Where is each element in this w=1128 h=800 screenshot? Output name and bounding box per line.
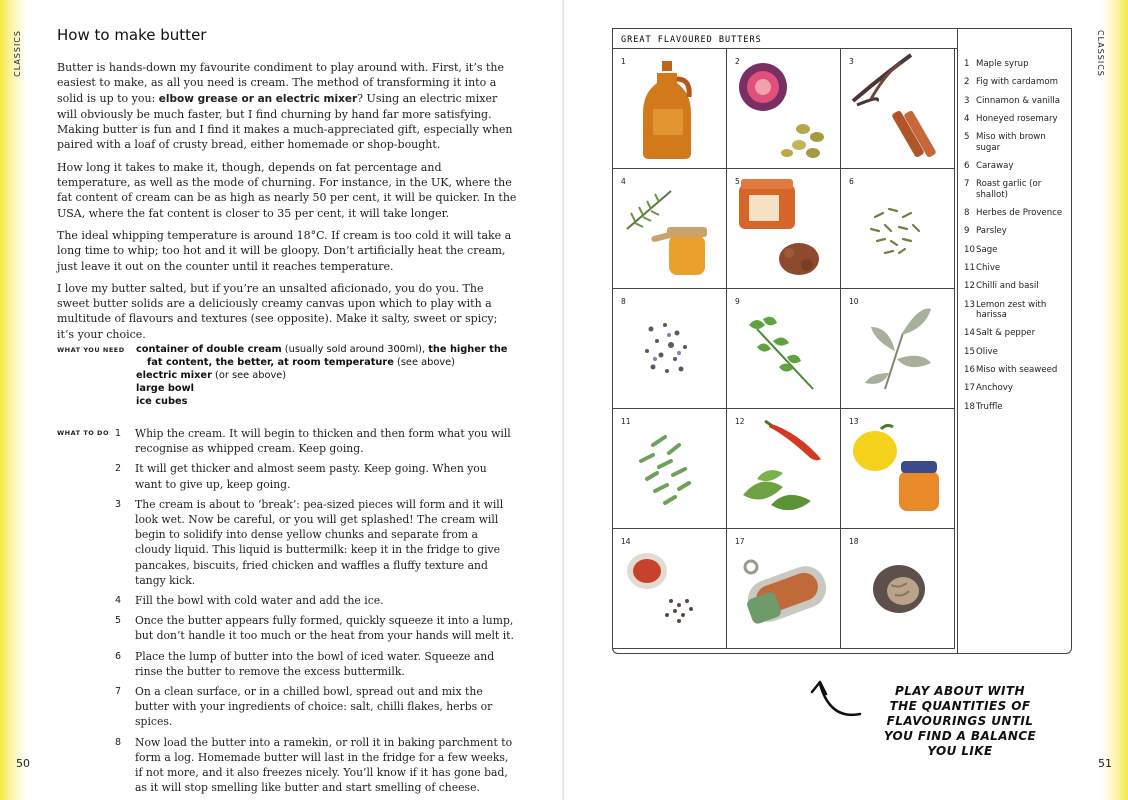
flavour-list-item: 2 Fig with cardamom bbox=[964, 77, 1058, 88]
flavour-cell: 10 bbox=[841, 289, 955, 409]
flavour-cell: 1 bbox=[613, 49, 727, 169]
intro-text bbox=[57, 60, 517, 349]
flavour-list-item: 4 Honeyed rosemary bbox=[964, 113, 1058, 124]
curved-arrow-icon bbox=[808, 674, 868, 724]
flavour-list-item: 12Chilli and basil bbox=[964, 281, 1039, 292]
flavour-cell: 9 bbox=[727, 289, 841, 409]
flavour-list-item: 18Truffle bbox=[964, 401, 1003, 412]
method-steps bbox=[57, 426, 517, 795]
flavour-cell: 4 bbox=[613, 169, 727, 289]
intro-paragraph-3: The ideal whipping temperature is around 18°C. If cream is too cold it will take a long time to whip; too hot and it will be gloopy. Don’t artificially heat the cream, just leave it out on the counter until it reaches temperature. bbox=[57, 228, 512, 273]
fig-cardamom-icon bbox=[727, 49, 841, 169]
flavour-cell: 12 bbox=[727, 409, 841, 529]
lemon-harissa-icon bbox=[841, 409, 955, 529]
herbes-de-provence-icon bbox=[613, 289, 727, 409]
flavour-list-item: 15Olive bbox=[964, 346, 998, 357]
maple-syrup-bottle-icon bbox=[613, 49, 727, 169]
step-item: 3 The cream is about to ‘break’: pea-sized pieces will form and it will look wet. Now be careful, or you will get splashed! The cream will begin to solidify into dense yellow chunks and separate from a cloudy liquid. This liquid is buttermilk: keep it in the fridge to give pancakes, biscuits, fried chicken and waffles a fluffy texture and tangy kick. bbox=[115, 497, 504, 587]
step-item: 1 Whip the cream. It will begin to thicken and then form what you will recognise as whipped cream. Keep going. bbox=[115, 427, 511, 456]
step-item: 5 Once the butter appears fully formed, quickly squeeze it into a lump, but don’t handle it too much or the heat from your hands will melt it. bbox=[115, 614, 514, 643]
ingredient-item: electric mixer (or see above) bbox=[136, 370, 287, 381]
step-item: 7 On a clean surface, or in a chilled bowl, spread out and mix the butter with your ingredients of choice: salt, chilli flakes, herbs or spices. bbox=[115, 685, 493, 729]
flavour-cell: 18 bbox=[841, 529, 955, 649]
ingredient-item: large bowl bbox=[136, 383, 195, 394]
flavour-cell: 5 bbox=[727, 169, 841, 289]
what-to-do-label: WHAT TO DO bbox=[57, 429, 109, 437]
chilli-basil-icon bbox=[727, 409, 841, 529]
flavour-list-item: 1 Maple syrup bbox=[964, 59, 1029, 69]
step-item: 4 Fill the bowl with cold water and add the ice. bbox=[115, 594, 384, 608]
flavour-cell: 13 bbox=[841, 409, 955, 529]
sage-icon bbox=[841, 289, 955, 409]
flavour-list-item: 7 Roast garlic (or shallot) bbox=[964, 179, 1042, 200]
step-item: 2 It will get thicker and almost seem pasty. Keep going. When you want to give up, keep going. bbox=[115, 462, 487, 491]
ingredient-item: container of double cream (usually sold around 300ml), the higher the fat content, the better, at room temperature (see above) bbox=[136, 344, 508, 368]
what-you-need-label: WHAT YOU NEED bbox=[57, 346, 125, 354]
caraway-seeds-icon bbox=[841, 169, 955, 289]
ingredient-item: ice cubes bbox=[136, 396, 188, 407]
flavoured-butters-panel bbox=[612, 28, 1072, 654]
what-to-do-section bbox=[57, 426, 517, 800]
handwritten-note: PLAY ABOUT WITH THE QUANTITIES OF FLAVOURINGS UNTIL YOU FIND A BALANCE YOU LIKE bbox=[883, 684, 1037, 758]
chive-icon bbox=[613, 409, 727, 529]
section-label-left: CLASSICS bbox=[13, 30, 22, 77]
intro-paragraph-4: I love my butter salted, but if you’re an unsalted aficionado, you do you. The sweet butter solids are a deliciously creamy canvas upon which to play with a multitude of flavours and textures (see opposite). Make it salty, sweet or spicy; it’s your choice. bbox=[57, 281, 498, 341]
panel-title: GREAT FLAVOURED BUTTERS bbox=[613, 29, 957, 49]
flavour-list-item: 13Lemon zest with harissa bbox=[964, 299, 1047, 321]
flavour-cell: 11 bbox=[613, 409, 727, 529]
anchovy-tin-icon bbox=[727, 529, 841, 649]
flavour-list-item: 8 Herbes de Provence bbox=[964, 208, 1063, 219]
rosemary-honey-icon bbox=[613, 169, 727, 289]
flavour-list-item: 11Chive bbox=[964, 262, 1001, 273]
intro-paragraph-1: Butter is hands-down my favourite condiment to play around with. First, it’s the easiest to make, as all you need is cream. The method of transforming it into a solid is up to you: elbow grease or an electric mixer? Using an electric mixer will obviously be much faster, but I find churning by hand far more satisfying. Making butter is fun and I find it makes a much-appreciated gift, especially when paired with a loaf of crusty bread, either homemade or shop-bought. bbox=[57, 61, 513, 152]
flavour-list-item: 17Anchovy bbox=[964, 383, 1013, 394]
flavour-list-item: 9 Parsley bbox=[964, 226, 1007, 237]
salt-pepper-icon bbox=[613, 529, 727, 649]
flavour-cell: 8 bbox=[613, 289, 727, 409]
what-you-need-section bbox=[57, 343, 517, 408]
flavour-cell: 6 bbox=[841, 169, 955, 289]
recipe-title: How to make butter bbox=[57, 26, 207, 44]
flavour-list-item: 14Salt & pepper bbox=[964, 328, 1036, 339]
ingredient-list bbox=[57, 343, 517, 408]
flavour-list-item: 5 Miso with brown sugar bbox=[964, 132, 1046, 153]
section-label-right: CLASSICS bbox=[1096, 30, 1105, 77]
flavour-illustration-grid bbox=[613, 49, 957, 652]
cinnamon-vanilla-icon bbox=[841, 49, 955, 169]
flavour-list-item: 16Miso with seaweed bbox=[964, 364, 1058, 375]
step-item: 8 Now load the butter into a ramekin, or roll it in baking parchment to form a log. Homemade butter will last in the fridge for a few weeks, if not more, and it also freezes nicely. You’ll know if it has gone bad, as it will stop smelling like butter and start smelling of cheese. bbox=[115, 735, 513, 795]
miso-brown-sugar-icon bbox=[727, 169, 841, 289]
intro-paragraph-2: How long it takes to make it, though, depends on fat percentage and temperature, as well as the mode of churning. For instance, in the UK, where the fat content of cream can be as high as nearly 50 per cent, it will be quicker. In the USA, where the fat content is closer to 35 per cent, it will take longer. bbox=[57, 160, 517, 220]
flavour-list-item: 6 Caraway bbox=[964, 160, 1014, 171]
step-item: 6 Place the lump of butter into the bowl of iced water. Squeeze and rinse the butter to remove the excess buttermilk. bbox=[115, 649, 495, 678]
flavour-list-item: 3 Cinnamon & vanilla bbox=[964, 95, 1061, 106]
flavour-cell: 14 bbox=[613, 529, 727, 649]
flavour-list-item: 10Sage bbox=[964, 244, 998, 255]
page-number-left: 50 bbox=[16, 757, 30, 770]
flavour-list bbox=[957, 29, 1071, 653]
truffle-icon bbox=[841, 529, 955, 649]
flavour-cell: 2 bbox=[727, 49, 841, 169]
parsley-icon bbox=[727, 289, 841, 409]
flavour-cell: 17 bbox=[727, 529, 841, 649]
right-page bbox=[564, 0, 1128, 800]
page-number-right: 51 bbox=[1098, 757, 1112, 770]
flavour-cell: 3 bbox=[841, 49, 955, 169]
